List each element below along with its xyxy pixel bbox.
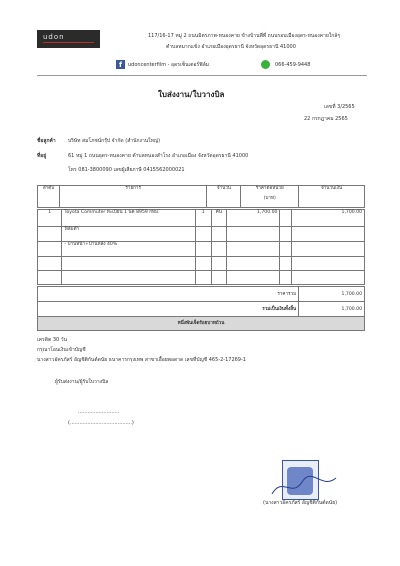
total-value: 1,700.00: [299, 302, 365, 317]
items-table: [37, 185, 365, 208]
row-unit: คัน: [211, 210, 227, 227]
customer-address-label: ที่อยู่: [37, 153, 47, 159]
logo-accent-line: [43, 42, 94, 43]
table-row: [38, 210, 365, 227]
customer-address: 61 หมู่ 1 ถนนอุดร-หนองคาย ตำบลหนองสำโรง อำเภอเมือง จังหวัดอุดรธานี 41000: [68, 153, 249, 159]
row-no: 1: [38, 210, 62, 227]
row-desc: - บานหน้า+บานหลัง 40%: [62, 242, 195, 257]
col-header-qty: จำนวน: [207, 186, 241, 208]
company-address-line2: ตำบลหมากแข้ง อำเภอเมืองอุดรธานี จังหวัดอุดรธานี 41000: [166, 44, 296, 50]
table-header-row: [38, 186, 365, 208]
total-label: รวมเป็นเงินทั้งสิ้น: [38, 302, 299, 317]
document-title: ใบส่งงาน/ใบวางบิล: [158, 90, 225, 99]
logo-text: udon: [43, 33, 65, 41]
receiver-label: ผู้รับส่งงาน/ผู้รับใบวางบิล: [55, 379, 109, 385]
header-divider: [37, 75, 367, 76]
table-row: [38, 271, 365, 285]
receiver-name-line: (.......................................): [68, 420, 134, 426]
amount-in-words: หนึ่งพันเจ็ดร้อยบาทถ้วน: [38, 317, 365, 331]
row-spacer: [280, 210, 291, 227]
row-qty: 1: [195, 210, 211, 227]
bank-account: นางสาวอัครภัสร์ อัญชิติกันต์ดนัย ธนาคารกรุงเทพ สาขาเอื้อยพอดาด เลขที่บัญชี 465-2-17269-1: [37, 357, 246, 363]
col-header-amount: จำนวนเงิน: [299, 186, 365, 208]
row-amount: 1,700.00: [291, 210, 364, 227]
row-desc: ฟิล์มดำ: [62, 227, 195, 242]
facebook-icon: f: [116, 60, 125, 69]
document-number: เลขที่ 3/2565: [324, 104, 355, 110]
phone-number: 066-459-9448: [275, 62, 311, 68]
subtotal-label: ราคารวม: [38, 287, 299, 302]
document-date: 22 กรกฎาคม 2565: [304, 116, 348, 122]
issuer-signature-label: (นางสาวอัครภัสร์ อัญชิติกันต์ดนัย): [263, 500, 338, 506]
amount-in-words-row: [38, 317, 365, 331]
col-header-price-unit: (บาท): [263, 196, 276, 201]
table-row: [38, 257, 365, 271]
row-desc: Toyota Commuter ทะเบียน 1 นค 8959 กทม.: [62, 210, 195, 227]
customer-name-label: ชื่อลูกค้า: [37, 138, 56, 144]
receiver-signature-line: ..........................: [78, 409, 120, 415]
line-app-icon: [261, 60, 270, 69]
table-row: [38, 227, 365, 242]
customer-name: บริษัท สมโภชน์กรุ๊ป จำกัด (สำนักงานใหญ่): [68, 138, 161, 144]
company-logo: [37, 30, 100, 48]
company-address-line1: 117/16-17 หมู่ 2 ถนนมิตรภาพ-หนองคาย ข้างบ้านพี่พี่ ถนนรอบเมืองอุดร-หนองคายใกล้ๆ: [148, 33, 341, 39]
subtotal-row: [38, 287, 365, 302]
subtotal-value: 1,700.00: [299, 287, 365, 302]
facebook-name: udoncenterfilm - อุดรเซ็นเตอร์ฟิล์ม: [128, 62, 210, 68]
table-row: [38, 242, 365, 257]
col-header-desc: รายการ: [59, 186, 206, 208]
signature-mark: [270, 470, 340, 500]
row-price: 1,700.00: [227, 210, 280, 227]
col-header-price-label: ราคาต่อหน่วย: [255, 186, 284, 191]
col-header-no: ลำดับ: [38, 186, 60, 208]
total-row: [38, 302, 365, 317]
payment-note: กรุณาโอนเงินเข้าบัญชี: [37, 347, 86, 353]
items-body: [37, 209, 365, 285]
customer-contact: โทร 081-3800090 เลขผู้เสียภาษี 0415562000021: [68, 167, 185, 173]
totals-table: [37, 286, 365, 331]
credit-terms: เครดิต 30 วัน: [37, 337, 67, 343]
col-header-price: [241, 186, 299, 208]
